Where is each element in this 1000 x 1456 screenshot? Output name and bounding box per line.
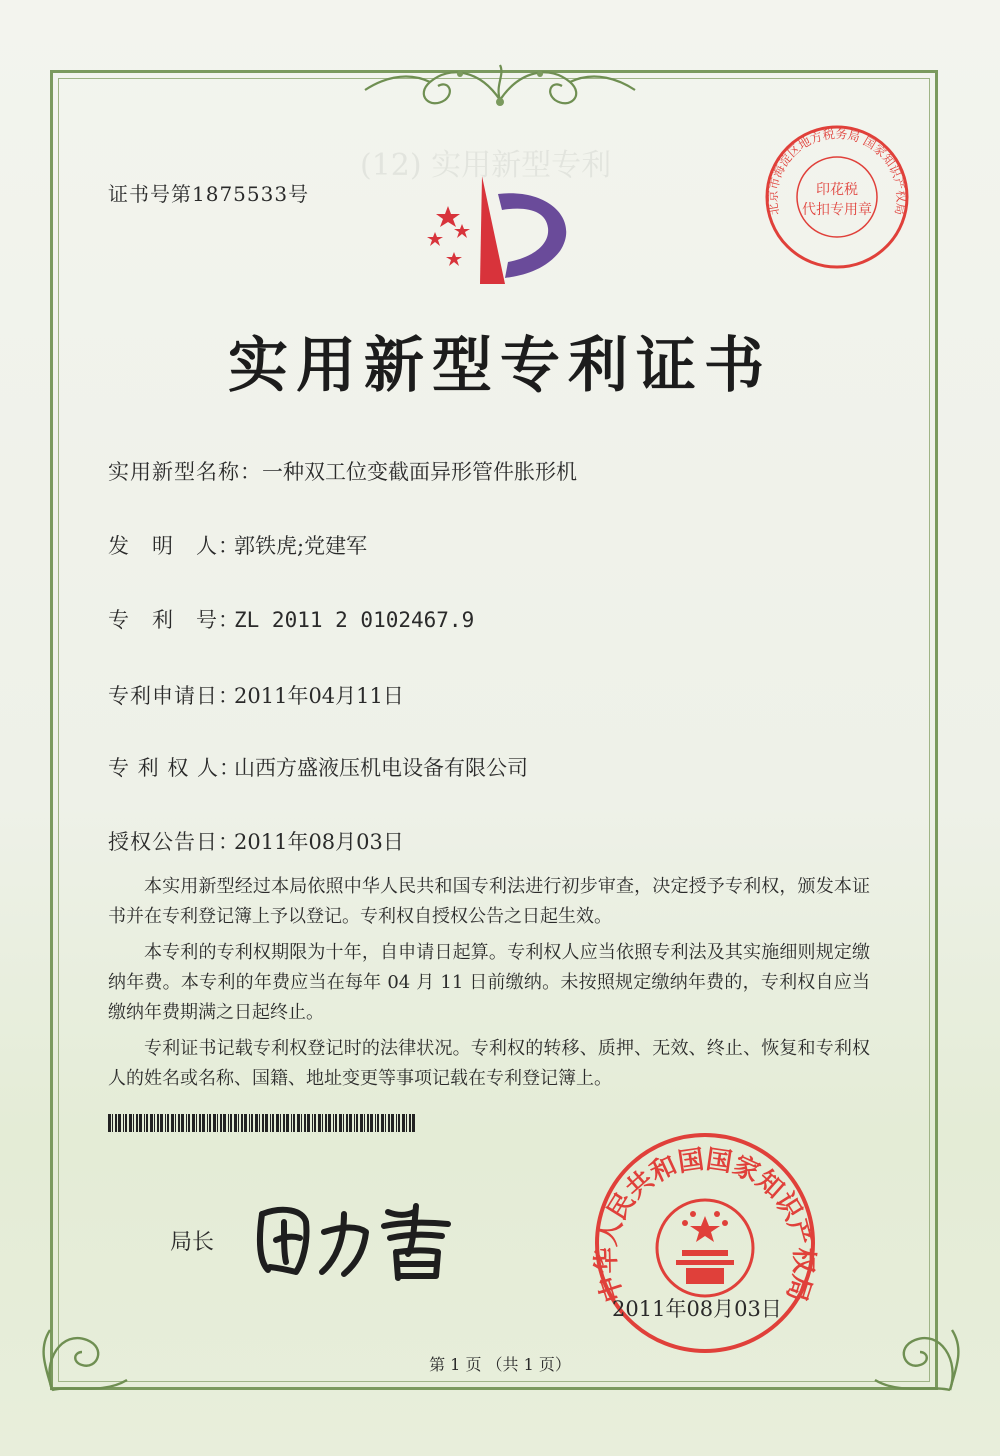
- barcode-bar: [339, 1114, 342, 1132]
- barcode-bar: [328, 1114, 331, 1132]
- barcode-bar: [265, 1114, 268, 1132]
- barcode-bar: [280, 1114, 281, 1132]
- field-value: 2011年04月11日: [234, 684, 404, 708]
- barcode-bar: [364, 1114, 365, 1132]
- barcode-bar: [230, 1114, 232, 1132]
- barcode-bar: [276, 1114, 279, 1132]
- field-value: 2011年08月03日: [234, 830, 404, 854]
- barcode-bar: [144, 1114, 145, 1132]
- barcode-bar: [270, 1114, 271, 1132]
- barcode-bar: [314, 1114, 316, 1132]
- field-value: ZL 2011 2 0102467.9: [234, 608, 475, 632]
- barcode-bar: [108, 1114, 111, 1132]
- barcode-bar: [146, 1114, 148, 1132]
- barcode-bar: [181, 1114, 184, 1132]
- barcode-bar: [175, 1114, 176, 1132]
- field-label: 专 利 权 人：: [108, 756, 242, 780]
- barcode-bar: [157, 1114, 159, 1132]
- seal-ring-text: 中华人民共和国国家知识产权局: [591, 1144, 819, 1306]
- barcode-bar: [283, 1114, 285, 1132]
- barcode-bar: [381, 1114, 384, 1132]
- barcode-bar: [249, 1114, 250, 1132]
- barcode-bar: [286, 1114, 289, 1132]
- barcode-bar: [349, 1114, 352, 1132]
- field-value: 一种双工位变截面异形管件胀形机: [262, 460, 577, 484]
- barcode-bar: [335, 1114, 337, 1132]
- barcode-bar: [241, 1114, 243, 1132]
- barcode-bar: [160, 1114, 163, 1132]
- body-paragraph: 专利证书记载专利权登记时的法律状况。专利权的转移、质押、无效、终止、恢复和专利权人的姓名或名称、国籍、地址变更等事项记载在专利登记簿上。: [108, 1038, 870, 1089]
- barcode-bar: [188, 1114, 190, 1132]
- barcode-bar: [202, 1114, 205, 1132]
- field-filing-date: [108, 680, 404, 710]
- barcode-bar: [301, 1114, 302, 1132]
- certificate-number: 证书号第1875533号: [108, 182, 310, 206]
- barcode-bar: [123, 1114, 124, 1132]
- field-label: 实用新型名称：: [108, 460, 262, 484]
- seal-date: 2011年08月03日: [612, 1297, 782, 1321]
- barcode-bar: [150, 1114, 153, 1132]
- barcode-bar: [370, 1114, 373, 1132]
- barcode-bar: [333, 1114, 334, 1132]
- barcode-bar: [167, 1114, 169, 1132]
- top-ornament: [360, 60, 640, 120]
- barcode-bar: [199, 1114, 201, 1132]
- barcode-bar: [346, 1114, 348, 1132]
- barcode-bar: [213, 1114, 216, 1132]
- barcode-bar: [139, 1114, 142, 1132]
- bottom-left-ornament: [32, 1270, 142, 1400]
- barcode-bar: [165, 1114, 166, 1132]
- barcode-bar: [406, 1114, 407, 1132]
- barcode-bar: [228, 1114, 229, 1132]
- barcode-bar: [154, 1114, 155, 1132]
- page-number: 第 1 页 （共 1 页）: [429, 1355, 571, 1374]
- field-label: 授权公告日：: [108, 830, 240, 854]
- barcode-bar: [312, 1114, 313, 1132]
- barcode-bar: [412, 1114, 415, 1132]
- barcode-bar: [118, 1114, 121, 1132]
- barcode: [108, 1114, 416, 1132]
- field-grant-date: [108, 826, 404, 856]
- barcode-bar: [255, 1114, 258, 1132]
- stamp-center-line2: 代扣专用章: [802, 202, 872, 218]
- barcode-bar: [388, 1114, 390, 1132]
- field-utility-model-name: [108, 456, 577, 486]
- barcode-bar: [297, 1114, 300, 1132]
- certificate-body: [108, 872, 870, 1100]
- barcode-bar: [367, 1114, 369, 1132]
- field-patent-holder: [108, 752, 528, 782]
- barcode-bar: [234, 1114, 237, 1132]
- barcode-bar: [238, 1114, 239, 1132]
- barcode-bar: [293, 1114, 295, 1132]
- barcode-bar: [129, 1114, 132, 1132]
- field-inventor: [108, 530, 367, 560]
- barcode-bar: [391, 1114, 394, 1132]
- director-label: 局长: [170, 1230, 215, 1255]
- barcode-bar: [259, 1114, 260, 1132]
- barcode-bar: [251, 1114, 253, 1132]
- barcode-bar: [354, 1114, 355, 1132]
- barcode-bar: [207, 1114, 208, 1132]
- barcode-bar: [377, 1114, 379, 1132]
- background-watermark: (12) 实用新型专利: [360, 148, 612, 183]
- barcode-bar: [272, 1114, 274, 1132]
- bottom-right-ornament: [860, 1270, 970, 1400]
- page-title: 实用新型专利证书: [228, 331, 772, 401]
- barcode-bar: [262, 1114, 264, 1132]
- barcode-bar: [343, 1114, 344, 1132]
- barcode-bar: [325, 1114, 327, 1132]
- barcode-bar: [115, 1114, 117, 1132]
- field-label: 专利申请日：: [108, 684, 240, 708]
- barcode-bar: [136, 1114, 138, 1132]
- body-paragraph: 本实用新型经过本局依照中华人民共和国专利法进行初步审查，决定授予专利权，颁发本证书并在专利登记簿上予以登记。专利权自授权公告之日起生效。: [108, 876, 870, 927]
- barcode-bar: [186, 1114, 187, 1132]
- patent-office-logo: [410, 166, 590, 296]
- barcode-bar: [318, 1114, 321, 1132]
- field-value: 山西方盛液压机电设备有限公司: [234, 756, 528, 780]
- barcode-bar: [220, 1114, 222, 1132]
- barcode-bar: [360, 1114, 363, 1132]
- state-ip-office-seal: [590, 1128, 820, 1358]
- stamp-ring-text: 北京市海淀区地方税务局 国家知识产权局: [765, 127, 909, 217]
- barcode-bar: [396, 1114, 397, 1132]
- barcode-bar: [244, 1114, 247, 1132]
- barcode-bar: [356, 1114, 358, 1132]
- field-label: 发 明 人：: [108, 534, 240, 558]
- barcode-bar: [192, 1114, 195, 1132]
- barcode-bar: [125, 1114, 127, 1132]
- barcode-bar: [398, 1114, 400, 1132]
- director-signature: [248, 1192, 468, 1282]
- body-paragraph: 本专利的专利权期限为十年，自申请日起算。专利权人应当依照专利法及其实施细则规定缴纳年费。本专利的年费应当在每年 04 月 11 日前缴纳。未按照规定缴纳年费的，专利权自应当缴纳年费期满之日起终止。: [108, 942, 870, 1023]
- field-value: 郭铁虎;党建军: [234, 534, 368, 558]
- barcode-bar: [304, 1114, 306, 1132]
- stamp-duty-seal: [762, 122, 912, 272]
- barcode-bar: [402, 1114, 405, 1132]
- barcode-bar: [385, 1114, 386, 1132]
- barcode-bar: [171, 1114, 174, 1132]
- barcode-bar: [196, 1114, 197, 1132]
- barcode-bar: [112, 1114, 113, 1132]
- barcode-bar: [178, 1114, 180, 1132]
- barcode-bar: [223, 1114, 226, 1132]
- barcode-bar: [322, 1114, 323, 1132]
- barcode-bar: [291, 1114, 292, 1132]
- barcode-bar: [209, 1114, 211, 1132]
- barcode-bar: [409, 1114, 411, 1132]
- stamp-center-line1: 印花税: [816, 182, 858, 198]
- barcode-bar: [133, 1114, 134, 1132]
- field-label: 专 利 号：: [108, 608, 240, 632]
- barcode-bar: [375, 1114, 376, 1132]
- field-patent-number: [108, 604, 474, 634]
- barcode-bar: [307, 1114, 310, 1132]
- barcode-bar: [217, 1114, 218, 1132]
